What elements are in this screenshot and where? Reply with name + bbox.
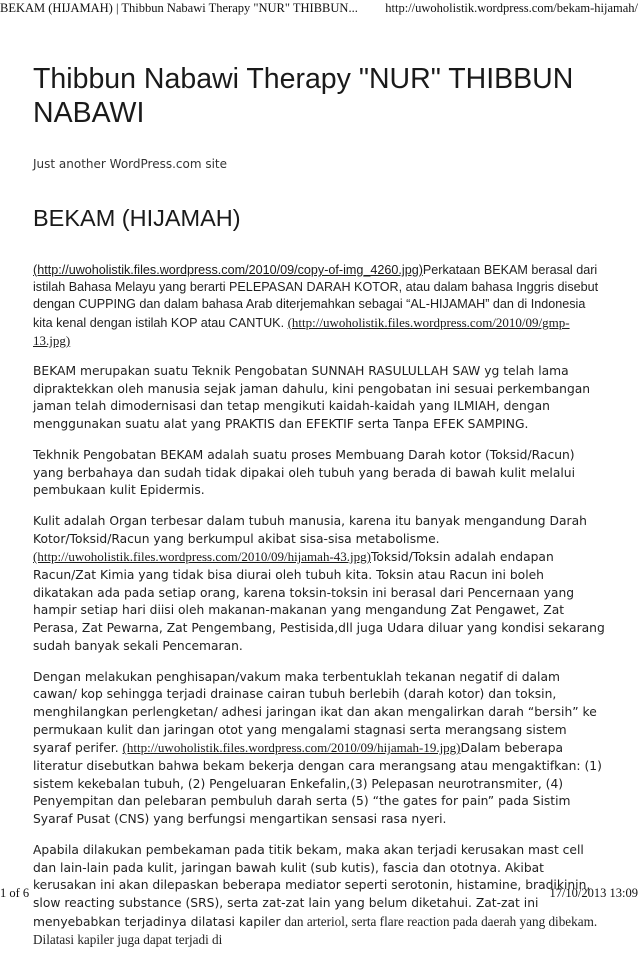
- print-header-title: BEKAM (HIJAMAH) | Thibbun Nabawi Therapy "NUR" THIBBUN...: [0, 1, 358, 15]
- paragraph-literature-text: Dalam beberapa literatur disebutkan bahwa bekam bekerja dengan cara merangsang atau mengaktifkan: (1) sistem kekebalan tubuh, (2) Pengeluaran Enkefalin,(3) Pelepasan neurotransmiter, (4) Penyempitan dan pelebaran pembuluh darah serta (5) “the gates for pain” pada Sistim Syaraf Pusat (CNS) yang berfungsi mengartikan sensasi rasa nyeri.: [33, 741, 602, 827]
- image-link-copy-of-img[interactable]: (http://uwoholistik.files.wordpress.com/2010/09/copy-of-img_4260.jpg): [33, 263, 423, 277]
- image-link-gmp-13[interactable]: (http://uwoholistik.files.wordpress.com/2010/09/gmp-13.jpg): [33, 314, 570, 348]
- post-title[interactable]: BEKAM (HIJAMAH): [33, 205, 241, 231]
- paragraph-bekam-definition: BEKAM merupakan suatu Teknik Pengobatan SUNNAH RASULULLAH SAW yg telah lama dipraktekkan oleh manusia sejak jaman dahulu, kini pengobatan ini sesuai perkembangan jaman telah dimodernisasi dan tetap mengikuti kaidah-kaidah yang ILMIAH, dengan menggunakan suatu alat yang PRAKTIS dan EFEKTIF serta Tanpa EFEK SAMPING.: [33, 364, 591, 432]
- paragraph-mast-cell-text: Apabila dilakukan pembekaman pada titik bekam, maka akan terjadi kerusakan mast cell dan lain-lain pada kulit, jaringan bawah kulit (sub kutis), fascia dan ototnya. Akibat kerusakan ini akan dilepaskan beberapa mediator seperti serotonin, histamine, bradikinin, slow reacting substance (SRS), serta zat-zat lain yang belum diketahui. Zat-zat ini menyebabkan terjadinya dilatasi kapiler: [33, 842, 591, 929]
- paragraph-toxin-text: Toksid/Toksin adalah endapan Racun/Zat Kimia yang tidak bisa diurai oleh tubuh kita. Toksin atau Racun ini boleh dikatakan ada pada setiap orang, karena toksin-toksin ini berasal dari Pencernaan yang hampir setiap hari diisi oleh makanan-makanan yang mengandung Zat Pengawet, Zat Perasa, Zat Pewarna, Zat Pengembang, Pestisida,dll juga Udara diluar yang kondisi sekarang sudah banyak sekali Pencemaran.: [33, 550, 605, 653]
- site-title[interactable]: Thibbun Nabawi Therapy "NUR" THIBBUN NABAWI: [33, 63, 574, 129]
- page-content: [33, 62, 605, 963]
- image-link-hijamah-43[interactable]: (http://uwoholistik.files.wordpress.com/2010/09/hijamah-43.jpg): [33, 549, 371, 565]
- paragraph-skin-toxin: [33, 513, 605, 656]
- paragraph-vacuum-text: Dengan melakukan penghisapan/vakum maka terbentuklah tekanan negatif di dalam cawan/ kop sehingga terjadi drainase cairan tubuh berlebih (darah kotor) dan toksin, menghilangkan perlengketan/ adhesi jaringan ikat dan akan mengalirkan darah “bersih” ke permukaan kulit dan jaringan otot yang mengalami stagnasi serta merangsang sistem syaraf perifer.: [33, 669, 597, 756]
- print-datetime: 17/10/2013 13:09: [549, 886, 638, 900]
- paragraph-vacuum: [33, 669, 605, 829]
- print-footer: [0, 885, 638, 903]
- site-tagline: Just another WordPress.com site: [33, 157, 228, 171]
- paragraph-bekam-technique: Tekhnik Pengobatan BEKAM adalah suatu proses Membuang Darah kotor (Toksid/Racun) yang berbahaya dan sudah tidak dipakai oleh tubuh yang berada di bawah kulit melalui pembukaan kulit Epidermis.: [33, 447, 576, 498]
- image-link-hijamah-19[interactable]: (http://uwoholistik.files.wordpress.com/2010/09/hijamah-19.jpg): [122, 740, 461, 756]
- paragraph-arteriol-text: dan arteriol, serta flare reaction pada daerah yang dibekam. Dilatasi kapiler juga dapat terjadi di: [33, 913, 598, 948]
- paragraph-intro: [33, 262, 605, 350]
- paragraph-intro-text: Perkataan BEKAM berasal dari istilah Bahasa Melayu yang berarti PELEPASAN DARAH KOTOR, atau dalam bahasa Inggris disebut dengan CUPPING dan dalam bahasa Arab diterjemahkan sebagai “AL-HIJAMAH” dan di Indonesia kita kenal dengan istilah KOP atau CANTUK.: [33, 263, 599, 330]
- print-header: [0, 0, 638, 22]
- paragraph-skin-text: Kulit adalah Organ terbesar dalam tubuh manusia, karena itu banyak mengandung Darah Kotor/Toksid/Racun yang berkumpul akibat sisa-sisa metabolisme.: [33, 513, 587, 546]
- page-number: 1 of 6: [0, 886, 30, 900]
- print-header-url: http://uwoholistik.wordpress.com/bekam-hijamah/: [385, 1, 638, 15]
